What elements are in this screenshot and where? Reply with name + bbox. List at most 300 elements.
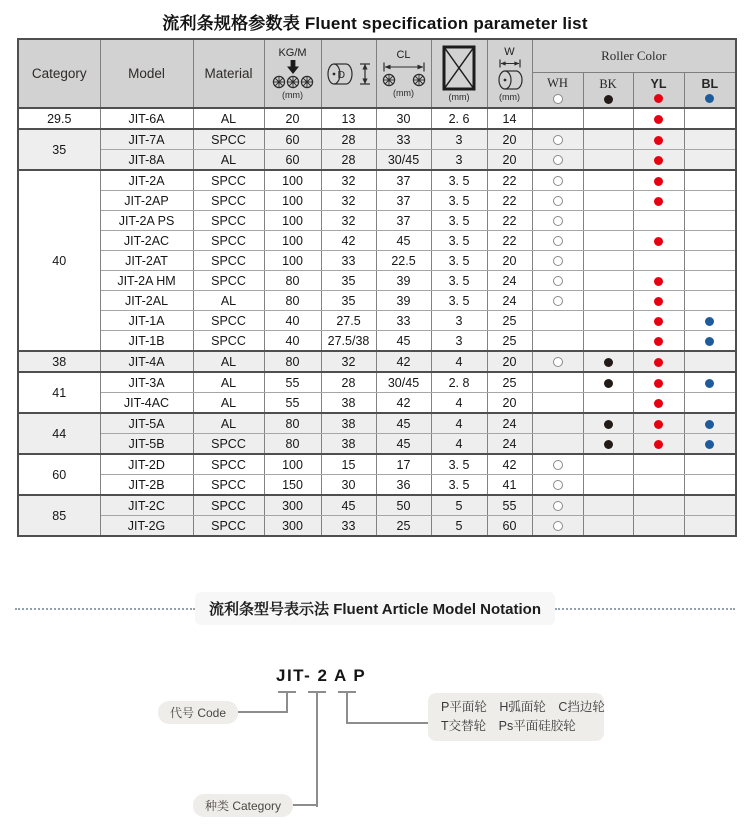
cell-w: 20 [487,129,532,150]
cell-color-yl [633,393,684,414]
cell-load: 80 [264,291,321,311]
right-dash-line [555,608,735,610]
col-header-load [264,39,321,108]
cell-color-bl [684,129,736,150]
down-arrow-icon [286,60,300,74]
cell-color-wh [532,475,583,496]
cell-material: SPCC [193,311,264,331]
cell-load: 60 [264,150,321,171]
cell-d: 32 [321,211,376,231]
cell-load: 80 [264,351,321,372]
cell-color-wh [532,291,583,311]
roller-color-dot [654,136,663,145]
roller-color-dot [553,256,563,266]
cell-cl: 37 [376,211,431,231]
cell-color-bl [684,413,736,434]
cell-model: JIT-2A PS [100,211,193,231]
roller-color-dot [654,277,663,286]
roller-color-dot [654,379,663,388]
cell-color-wh [532,331,583,352]
cell-w: 24 [487,413,532,434]
cell-t: 3 [431,129,487,150]
cell-material: SPCC [193,516,264,537]
spec-table-header [18,39,736,108]
cell-w: 20 [487,251,532,271]
roller-color-dot [654,399,663,408]
cell-load: 100 [264,191,321,211]
cell-color-yl [633,311,684,331]
cell-model: JIT-2AC [100,231,193,251]
cell-color-wh [532,129,583,150]
cell-color-bl [684,331,736,352]
table-row [18,351,736,372]
load-label: KG/M [278,47,307,59]
cell-color-wh [532,516,583,537]
cell-cl: 45 [376,231,431,251]
cell-d: 35 [321,271,376,291]
cell-color-yl [633,191,684,211]
cell-color-wh [532,231,583,251]
cell-model: JIT-7A [100,129,193,150]
cell-t: 3 [431,331,487,352]
cell-cl: 36 [376,475,431,496]
cell-color-wh [532,454,583,475]
cell-cl: 33 [376,129,431,150]
cell-color-bk [583,393,633,414]
table-row [18,211,736,231]
cell-color-bk [583,434,633,455]
cell-material: SPCC [193,495,264,516]
roller-color-dot [654,177,663,186]
yl-label: YL [650,77,667,91]
cell-color-bk [583,311,633,331]
col-header-wh [532,73,583,109]
notation-title-row [0,592,750,625]
cell-t: 3. 5 [431,191,487,211]
cell-d: 28 [321,129,376,150]
cell-model: JIT-5A [100,413,193,434]
cell-model: JIT-2C [100,495,193,516]
cell-model: JIT-2A HM [100,271,193,291]
width-arrow-icon [498,59,522,68]
cell-w: 25 [487,331,532,352]
roller-color-dot [553,296,563,306]
cell-color-yl [633,211,684,231]
cell-load: 40 [264,331,321,352]
cell-t: 3. 5 [431,475,487,496]
cell-color-bl [684,516,736,537]
roller-color-dot [654,358,663,367]
cell-d: 30 [321,475,376,496]
cell-color-bl [684,291,736,311]
notation-title-zh: 流利条型号表示法 [209,601,330,618]
cell-color-wh [532,150,583,171]
cell-d: 42 [321,231,376,251]
cell-color-bl [684,454,736,475]
cell-material: SPCC [193,331,264,352]
table-row [18,434,736,455]
cell-cl: 45 [376,413,431,434]
roller-color-dot [654,115,663,124]
roller-color-dot [654,197,663,206]
cell-d: 28 [321,372,376,393]
roller-color-dot [654,440,663,449]
unit-label: (mm) [448,92,470,102]
cell-material: SPCC [193,231,264,251]
cell-category: 38 [18,351,100,372]
roller-color-dot [553,216,563,226]
cell-d: 32 [321,351,376,372]
cell-d: 38 [321,413,376,434]
table-row [18,251,736,271]
cell-model: JIT-2D [100,454,193,475]
cell-d: 13 [321,108,376,129]
cell-load: 80 [264,434,321,455]
cell-model: JIT-6A [100,108,193,129]
cell-d: 27.5 [321,311,376,331]
cell-load: 100 [264,231,321,251]
cell-t: 3. 5 [431,211,487,231]
cell-w: 24 [487,291,532,311]
cell-load: 100 [264,170,321,191]
connector-line-wheel [346,691,348,724]
roller-color-dot [553,357,563,367]
cell-cl: 33 [376,311,431,331]
col-header-category: Category [18,39,100,108]
cell-t: 4 [431,413,487,434]
cell-material: AL [193,393,264,414]
roller-color-dot [553,236,563,246]
roller-color-dot [553,135,563,145]
cell-material: SPCC [193,475,264,496]
cell-t: 3 [431,311,487,331]
cell-color-yl [633,372,684,393]
category-label: 种类 Category [193,794,293,817]
cell-w: 41 [487,475,532,496]
cell-w: 24 [487,434,532,455]
table-row [18,413,736,434]
cell-load: 300 [264,495,321,516]
cell-cl: 37 [376,170,431,191]
cell-cl: 30/45 [376,150,431,171]
cell-w: 22 [487,191,532,211]
cell-category: 85 [18,495,100,536]
cell-t: 3. 5 [431,271,487,291]
cell-color-bk [583,475,633,496]
cell-color-wh [532,211,583,231]
wheel-types-line2: T交替轮 Ps平面硅胶轮 [441,719,576,733]
cell-color-wh [532,495,583,516]
cell-color-yl [633,475,684,496]
cell-w: 20 [487,351,532,372]
roller-color-dot [654,156,663,165]
cell-color-bk [583,413,633,434]
cell-color-wh [532,372,583,393]
cell-color-bl [684,393,736,414]
cell-material: AL [193,372,264,393]
roller-color-dot [705,379,714,388]
roller-color-dot [604,358,613,367]
cell-cl: 22.5 [376,251,431,271]
cell-material: SPCC [193,271,264,291]
cell-color-bk [583,495,633,516]
cell-color-bl [684,495,736,516]
cell-material: AL [193,108,264,129]
col-header-roller-color: Roller Color [532,39,736,73]
wh-label: WH [547,76,568,90]
cell-color-bl [684,311,736,331]
model-example: JIT- 2 A P [276,666,367,685]
notation-title-en: Fluent Article Model Notation [333,601,541,618]
cell-cl: 37 [376,191,431,211]
unit-label: (mm) [282,90,303,100]
table-row [18,170,736,191]
wheel-types-box [428,693,604,741]
cell-color-yl [633,150,684,171]
cell-category: 60 [18,454,100,495]
roller-color-dot [654,297,663,306]
roller-color-dot [553,176,563,186]
page-title [0,0,750,36]
bl-label: BL [701,77,719,91]
roller-color-dot [553,155,563,165]
roller-color-dot [654,420,663,429]
cell-material: SPCC [193,251,264,271]
roller-color-dot [553,521,563,531]
connector-line-code [286,691,288,713]
wheel-types-line1: P平面轮 H弧面轮 C挡边轮 [441,700,605,714]
cell-t: 3 [431,150,487,171]
cell-color-bk [583,150,633,171]
cell-color-wh [532,191,583,211]
cell-material: SPCC [193,170,264,191]
cell-d: 35 [321,291,376,311]
cell-cl: 50 [376,495,431,516]
col-header-material: Material [193,39,264,108]
table-row [18,331,736,352]
cell-t: 4 [431,434,487,455]
cell-load: 300 [264,516,321,537]
cell-category: 41 [18,372,100,413]
table-row [18,516,736,537]
cell-color-wh [532,413,583,434]
cell-model: JIT-2G [100,516,193,537]
table-row [18,231,736,251]
cell-color-bl [684,372,736,393]
cell-color-yl [633,129,684,150]
cell-w: 20 [487,393,532,414]
cell-t: 2. 6 [431,108,487,129]
cell-model: JIT-5B [100,434,193,455]
roller-color-dot [604,420,613,429]
cell-material: AL [193,291,264,311]
cell-load: 100 [264,454,321,475]
col-header-thickness [431,39,487,108]
cell-model: JIT-2AT [100,251,193,271]
roller-side-icon [496,69,524,91]
black-dot-icon [604,95,613,104]
cell-color-wh [532,251,583,271]
cell-color-yl [633,108,684,129]
cell-w: 22 [487,231,532,251]
unit-label: (mm) [499,91,520,102]
red-dot-icon [654,94,663,103]
cell-color-bl [684,231,736,251]
roller-color-dot [604,440,613,449]
cell-load: 40 [264,311,321,331]
cell-model: JIT-1B [100,331,193,352]
cell-color-yl [633,495,684,516]
roller-color-dot [705,337,714,346]
cell-t: 4 [431,393,487,414]
cell-w: 55 [487,495,532,516]
table-row [18,271,736,291]
cell-model: JIT-1A [100,311,193,331]
cell-color-bl [684,211,736,231]
center-distance-label: CL [396,49,411,61]
cell-d: 32 [321,191,376,211]
table-row [18,291,736,311]
cell-color-yl [633,271,684,291]
cell-t: 3. 5 [431,291,487,311]
cell-model: JIT-3A [100,372,193,393]
cell-cl: 17 [376,454,431,475]
spec-table-body [18,108,736,536]
cell-cl: 45 [376,434,431,455]
cell-color-yl [633,351,684,372]
col-header-bk [583,73,633,109]
cell-d: 38 [321,393,376,414]
cell-color-bl [684,170,736,191]
connector-line-code-h [230,711,288,713]
cell-category: 35 [18,129,100,170]
cell-color-bk [583,372,633,393]
cell-t: 5 [431,495,487,516]
table-row [18,475,736,496]
table-row [18,150,736,171]
cell-w: 20 [487,150,532,171]
cell-t: 3. 5 [431,251,487,271]
notation-title [195,592,555,625]
cell-cl: 25 [376,516,431,537]
cell-model: JIT-4A [100,351,193,372]
diameter-symbol: D [337,68,345,81]
cell-color-bl [684,251,736,271]
cell-w: 60 [487,516,532,537]
cell-w: 22 [487,211,532,231]
roller-color-dot [654,237,663,246]
cell-t: 3. 5 [431,454,487,475]
cell-color-yl [633,516,684,537]
cell-color-bk [583,331,633,352]
cell-color-bk [583,516,633,537]
code-label: 代号 Code [158,701,238,724]
cell-cl: 39 [376,291,431,311]
roller-diameter-icon [325,60,373,88]
cell-material: SPCC [193,191,264,211]
roller-color-dot [553,460,563,470]
cell-color-bk [583,291,633,311]
cell-color-wh [532,170,583,191]
cell-color-bk [583,351,633,372]
cell-w: 25 [487,311,532,331]
cell-material: SPCC [193,129,264,150]
cell-cl: 39 [376,271,431,291]
cell-load: 80 [264,413,321,434]
cell-material: SPCC [193,454,264,475]
cell-material: SPCC [193,211,264,231]
cell-color-wh [532,311,583,331]
unit-label: (mm) [393,88,414,98]
roller-color-dot [654,317,663,326]
cell-cl: 30/45 [376,372,431,393]
page-title-zh: 流利条规格参数表 [162,14,300,33]
cell-load: 150 [264,475,321,496]
cell-cl: 42 [376,393,431,414]
roller-color-dot [705,317,714,326]
cell-t: 4 [431,351,487,372]
col-header-yl [633,73,684,109]
cell-category: 44 [18,413,100,454]
bk-label: BK [599,76,617,91]
cell-color-bk [583,231,633,251]
cell-material: AL [193,150,264,171]
cell-load: 55 [264,393,321,414]
table-row [18,191,736,211]
notation-diagram [0,630,750,834]
cell-color-bk [583,251,633,271]
roller-color-dot [553,501,563,511]
cell-model: JIT-2B [100,475,193,496]
cell-color-bk [583,108,633,129]
cell-color-bk [583,271,633,291]
double-arrow-icon [381,62,427,72]
table-row [18,372,736,393]
cell-color-yl [633,331,684,352]
cell-category: 29.5 [18,108,100,129]
page-title-en: Fluent specification parameter list [304,14,588,33]
roller-color-dot [654,337,663,346]
cell-model: JIT-2AL [100,291,193,311]
cell-t: 3. 5 [431,170,487,191]
cell-color-wh [532,271,583,291]
table-row [18,311,736,331]
cell-cl: 30 [376,108,431,129]
cell-color-bl [684,351,736,372]
cell-w: 25 [487,372,532,393]
connector-line-category [316,691,318,807]
roller-color-dot [705,440,714,449]
connector-line-wheel-h [346,722,430,724]
cell-d: 33 [321,251,376,271]
cell-load: 60 [264,129,321,150]
cell-model: JIT-8A [100,150,193,171]
roller-color-dot [705,420,714,429]
table-row [18,108,736,129]
cell-d: 45 [321,495,376,516]
cell-color-yl [633,434,684,455]
cell-model: JIT-2A [100,170,193,191]
cell-d: 15 [321,454,376,475]
cell-d: 32 [321,170,376,191]
cell-color-wh [532,393,583,414]
cell-material: SPCC [193,434,264,455]
cell-color-yl [633,231,684,251]
cell-category: 40 [18,170,100,351]
cell-w: 42 [487,454,532,475]
cell-color-wh [532,108,583,129]
cell-color-bl [684,434,736,455]
